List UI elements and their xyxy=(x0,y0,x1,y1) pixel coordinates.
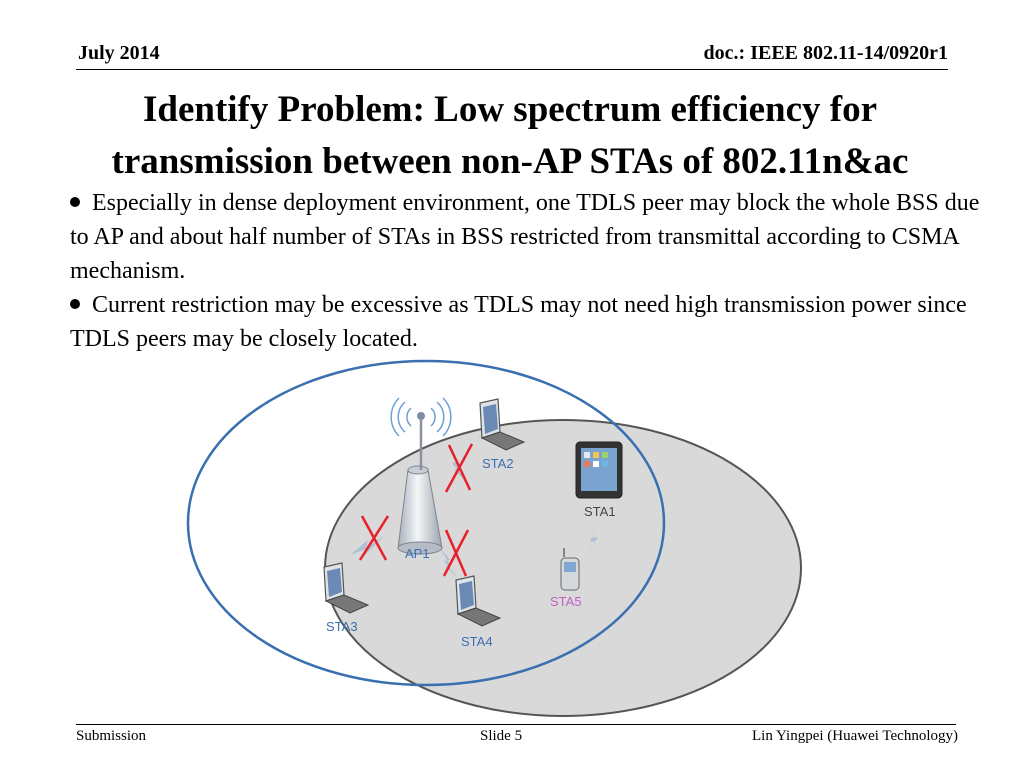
sta5-label: STA5 xyxy=(550,594,582,609)
footer-author: Lin Yingpei (Huawei Technology) xyxy=(752,728,958,744)
title-line-1: Identify Problem: Low spectrum efficiency for xyxy=(142,89,877,130)
footer-slide-number: Slide 5 xyxy=(480,728,523,744)
footer-submission: Submission xyxy=(76,728,147,744)
bullet-text: Current restriction may be excessive as TDLS may not need high transmission power since TDLS peers may be closely located. xyxy=(70,292,967,352)
sta2-label: STA2 xyxy=(482,456,514,471)
tablet-sta1-icon xyxy=(576,442,622,498)
header-doc-id: doc.: IEEE 802.11-14/0920r1 xyxy=(703,42,948,64)
bullet-text: Especially in dense deployment environment, one TDLS peer may block the whole BSS due to AP and about half number of STAs in BSS restricted from transmittal according to CSMA mechanism. xyxy=(70,190,980,284)
header-date: July 2014 xyxy=(78,42,160,64)
title-line-2: transmission between non-AP STAs of 802.11n&ac xyxy=(111,141,909,182)
sta3-label: STA3 xyxy=(326,619,358,634)
sta1-label: STA1 xyxy=(584,504,616,519)
sta4-label: STA4 xyxy=(461,634,493,649)
footer-divider xyxy=(76,724,956,725)
ap1-label: AP1 xyxy=(405,546,430,561)
